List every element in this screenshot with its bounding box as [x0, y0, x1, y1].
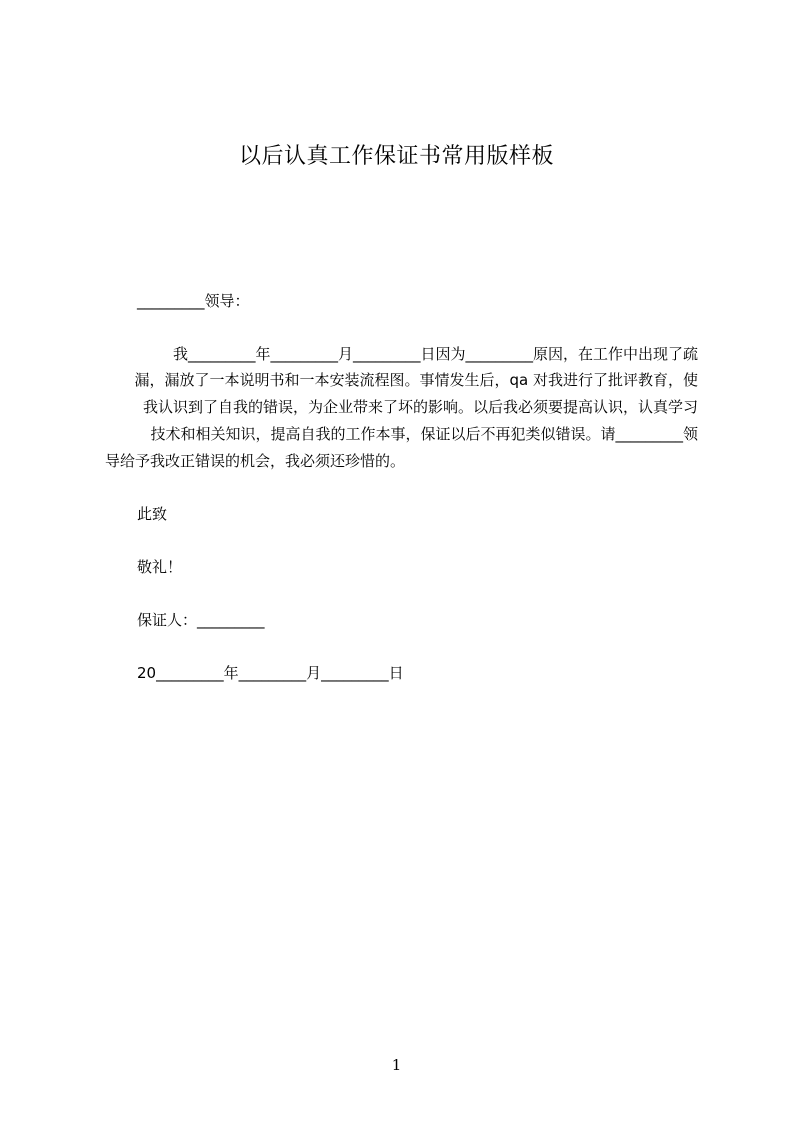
closing-phrase: 此致: [137, 505, 168, 523]
body-line: 漏，漏放了一本说明书和一本安装流程图。事情发生后，qa 对我进行了批评教育，使: [134, 371, 698, 389]
closing-salute: 敬礼！: [137, 558, 183, 576]
body-line: 我_________年_________月_________日因为_________原因，在工作中出现了疏: [172, 345, 698, 363]
salutation: _________领导：: [137, 292, 250, 310]
body-line: 导给予我改正错误的机会，我必须还珍惜的。: [105, 452, 406, 470]
body-line: 技术和相关知识，提高自我的工作本事，保证以后不再犯类似错误。请_________领: [150, 425, 698, 443]
page-number: 1: [391, 1056, 402, 1074]
body-line: 我认识到了自我的错误，为企业带来了坏的影响。以后我必须要提高认识，认真学习: [142, 398, 698, 416]
document-title: 以后认真工作保证书常用版样板: [238, 144, 554, 169]
signer-field: 保证人：_________: [137, 611, 265, 629]
date-field: 20_________年_________月_________日: [137, 664, 404, 682]
